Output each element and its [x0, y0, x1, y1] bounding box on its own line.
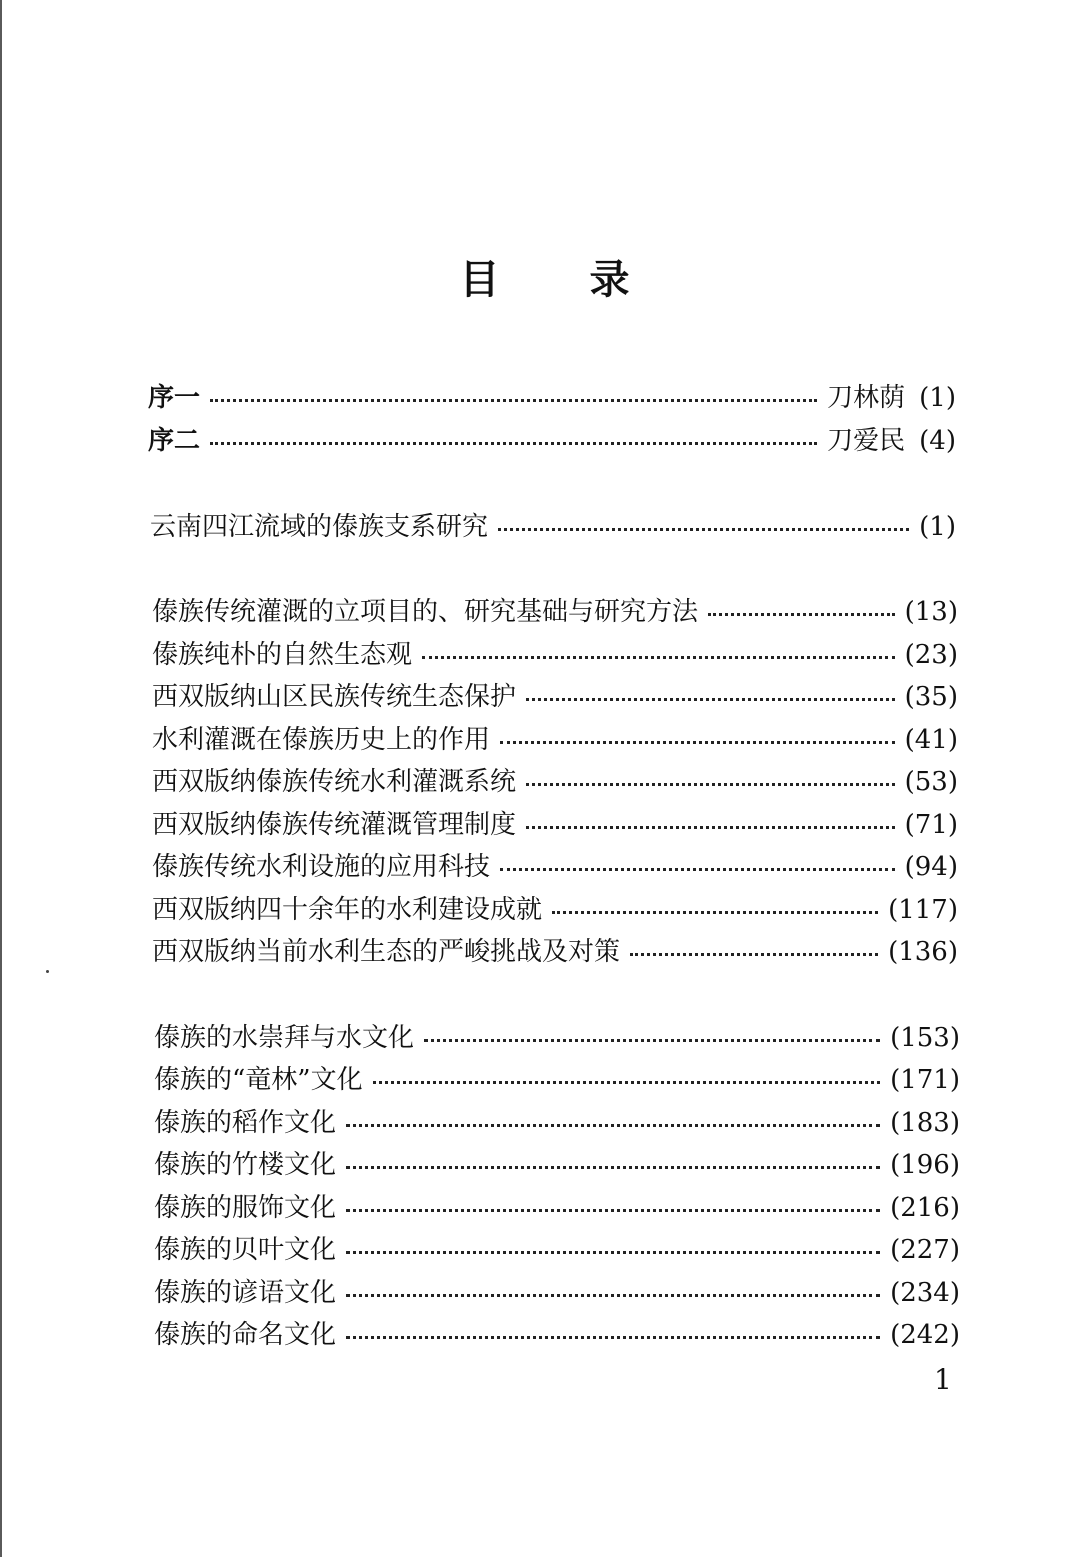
dot-leader [526, 826, 895, 829]
page-number: 1 [934, 1363, 952, 1396]
toc-label: 傣族传统灌溉的立项目的、研究基础与研究方法 [152, 597, 699, 627]
toc-page: (94) [904, 852, 958, 882]
toc-page: (136) [888, 937, 958, 967]
dot-leader [210, 399, 817, 402]
toc-entry[interactable] [154, 1276, 960, 1310]
dot-leader [552, 911, 878, 914]
title-char-2: 录 [589, 257, 630, 303]
toc-entry[interactable] [154, 1063, 960, 1097]
toc-page: (227) [890, 1235, 960, 1265]
toc-label: 傣族纯朴的自然生态观 [152, 640, 413, 670]
toc-entry[interactable] [152, 935, 958, 969]
toc-label: 西双版纳傣族传统水利灌溉系统 [152, 767, 517, 797]
toc-page: (1) [919, 383, 956, 413]
toc-page: (13) [904, 597, 958, 627]
toc-label: 傣族传统水利设施的应用科技 [152, 852, 491, 882]
toc-page: (153) [890, 1023, 960, 1053]
toc-page: (171) [890, 1065, 960, 1095]
title-char-1: 目 [459, 257, 500, 303]
toc-label: 水利灌溉在傣族历史上的作用 [152, 725, 491, 755]
dot-leader [373, 1081, 880, 1084]
dot-leader [500, 741, 895, 744]
page-title [0, 248, 1089, 305]
dot-leader [424, 1039, 880, 1042]
toc-entry[interactable] [154, 1191, 960, 1225]
toc-label: 西双版纳傣族传统灌溉管理制度 [152, 810, 517, 840]
toc-page: (242) [890, 1320, 960, 1350]
toc-label: 云南四江流域的傣族支系研究 [150, 512, 489, 542]
toc-entry[interactable] [152, 808, 958, 842]
toc-label: 傣族的贝叶文化 [154, 1235, 337, 1265]
toc-author: 刀爱民 [827, 426, 906, 456]
dot-leader [630, 953, 878, 956]
toc-label: 傣族的竹楼文化 [154, 1150, 337, 1180]
toc-page: (23) [904, 640, 958, 670]
toc-entry-preface-1[interactable] [148, 381, 956, 415]
dot-leader [346, 1166, 880, 1169]
scan-speck [46, 970, 49, 973]
dot-leader [526, 698, 895, 701]
dot-leader [210, 442, 817, 445]
page-edge-line [0, 0, 2, 1557]
dot-leader [498, 528, 909, 531]
dot-leader [422, 656, 895, 659]
toc-entry-preface-2[interactable] [148, 424, 956, 458]
dot-leader [346, 1336, 880, 1339]
toc-label: 傣族的稻作文化 [154, 1108, 337, 1138]
toc-entry[interactable] [154, 1233, 960, 1267]
toc-page: (41) [904, 725, 958, 755]
toc-entry[interactable] [152, 850, 958, 884]
toc-page: (35) [904, 682, 958, 712]
toc-entry[interactable] [152, 765, 958, 799]
dot-leader [500, 868, 895, 871]
toc-label: 傣族的谚语文化 [154, 1278, 337, 1308]
toc-page: (183) [890, 1108, 960, 1138]
toc-author: 刀林荫 [827, 383, 906, 413]
toc-label: 傣族的水崇拜与水文化 [154, 1023, 415, 1053]
toc-label: 西双版纳山区民族传统生态保护 [152, 682, 517, 712]
toc-page: (1) [919, 512, 956, 542]
dot-leader [346, 1124, 880, 1127]
toc-label: 西双版纳当前水利生态的严峻挑战及对策 [152, 937, 621, 967]
dot-leader [526, 783, 895, 786]
toc-entry[interactable] [152, 893, 958, 927]
toc-page: (196) [890, 1150, 960, 1180]
toc-page: (4) [919, 426, 956, 456]
dot-leader [708, 613, 895, 616]
toc-label: 西双版纳四十余年的水利建设成就 [152, 895, 543, 925]
toc-entry[interactable] [154, 1021, 960, 1055]
dot-leader [346, 1251, 880, 1254]
toc-page: (71) [904, 810, 958, 840]
toc-entry[interactable] [154, 1318, 960, 1352]
toc-entry[interactable] [154, 1148, 960, 1182]
dot-leader [346, 1294, 880, 1297]
toc-label: 序一 [148, 383, 201, 413]
toc-page: (234) [890, 1278, 960, 1308]
toc-label: 傣族的“竜林”文化 [154, 1065, 363, 1095]
toc-label: 傣族的服饰文化 [154, 1193, 337, 1223]
toc-label: 傣族的命名文化 [154, 1320, 337, 1350]
toc-entry[interactable] [152, 723, 958, 757]
toc-page: (53) [904, 767, 958, 797]
toc-entry[interactable] [154, 1106, 960, 1140]
toc-entry[interactable] [150, 510, 956, 544]
toc-entry[interactable] [152, 638, 958, 672]
toc-entry[interactable] [152, 595, 958, 629]
toc-label: 序二 [148, 426, 201, 456]
dot-leader [346, 1209, 880, 1212]
toc-entry[interactable] [152, 680, 958, 714]
toc-page: (216) [890, 1193, 960, 1223]
toc-page: (117) [888, 895, 958, 925]
